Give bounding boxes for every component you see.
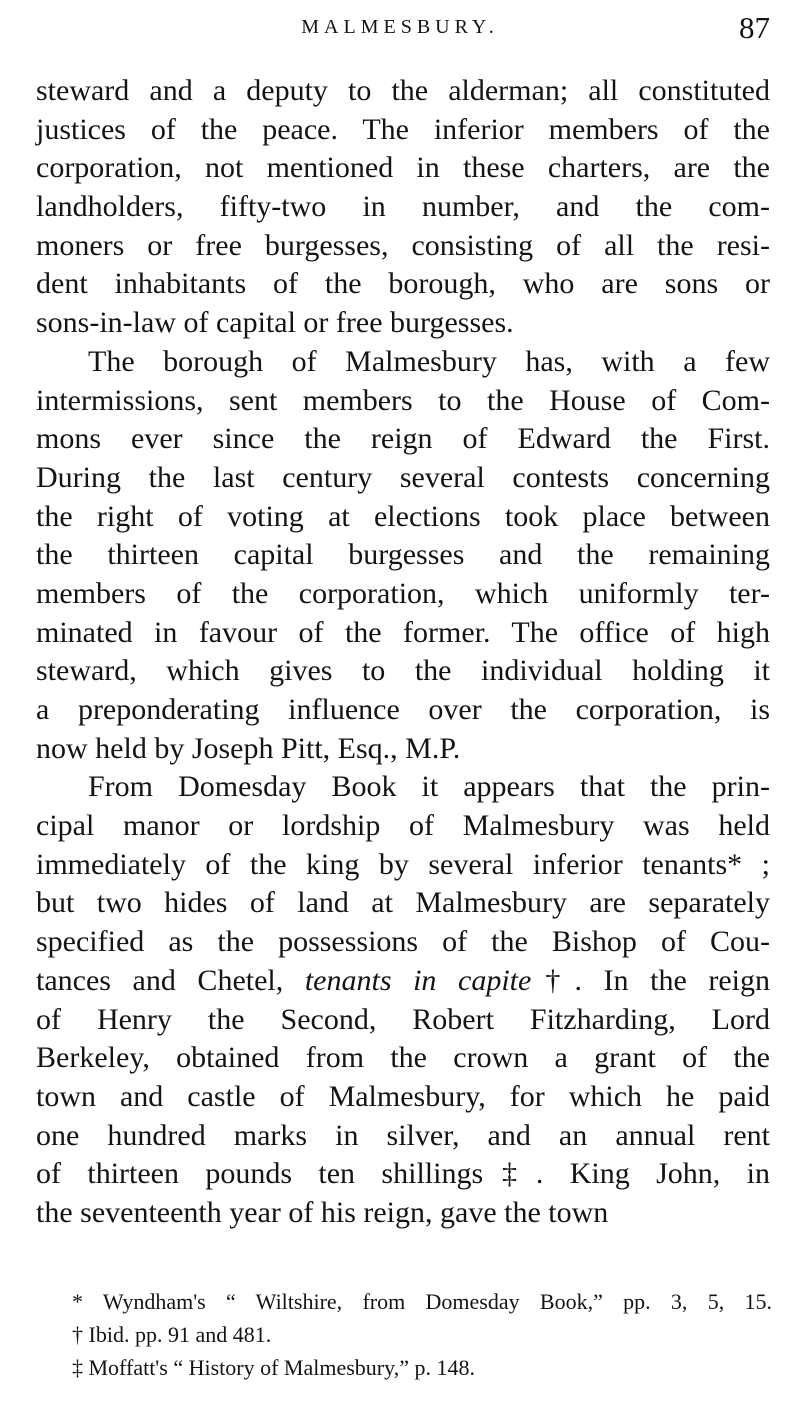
text-line: landholders, fifty-two in number, and the com- xyxy=(36,190,770,224)
text-line: the right of voting at elections took place between xyxy=(36,499,770,533)
footnote: ‡ Moffatt's “ History of Malmesbury,” p. 148. xyxy=(72,1355,475,1380)
page-header xyxy=(0,10,800,50)
paragraph xyxy=(36,343,770,769)
text-line: Berkeley, obtained from the crown a grant of the xyxy=(36,1041,770,1075)
text-line: dent inhabitants of the borough, who are sons or xyxy=(36,267,770,301)
text-line: mons ever since the reign of Edward the First. xyxy=(36,422,770,456)
paragraph xyxy=(36,768,770,1232)
text-line: intermissions, sent members to the House of Com- xyxy=(36,383,770,417)
text-line: cipal manor or lordship of Malmesbury was held xyxy=(36,809,770,843)
text-line: tances and Chetel, tenants in capite†. In the reign xyxy=(36,963,771,997)
page-number: 87 xyxy=(739,10,770,45)
footnotes xyxy=(72,1285,772,1384)
text-line: of thirteen pounds ten shillings‡. King John, in xyxy=(36,1157,770,1191)
text-line: one hundred marks in silver, and an annual rent xyxy=(36,1118,770,1152)
footnote: † Ibid. pp. 91 and 481. xyxy=(72,1322,272,1347)
text-line: From Domesday Book it appears that the prin- xyxy=(88,770,770,804)
text-line: now held by Joseph Pitt, Esq., M.P. xyxy=(36,731,461,765)
text-line: immediately of the king by several inferior tenants* ; xyxy=(36,847,770,881)
text-line: corporation, not mentioned in these charters, are the xyxy=(36,151,770,185)
text-line: moners or free burgesses, consisting of all the resi- xyxy=(36,228,770,262)
text-line: specified as the possessions of the Bishop of Cou- xyxy=(36,925,770,959)
paragraph xyxy=(36,72,770,343)
text-line: of Henry the Second, Robert Fitzharding, Lord xyxy=(36,1002,770,1036)
text-line: town and castle of Malmesbury, for which he paid xyxy=(36,1079,770,1113)
text-line: the seventeenth year of his reign, gave the town xyxy=(36,1195,609,1229)
text-line: sons-in-law of capital or free burgesses. xyxy=(36,306,514,340)
italic-phrase: tenants in capite xyxy=(304,963,532,997)
text-line: a preponderating influence over the corporation, is xyxy=(36,693,770,726)
text-line: members of the corporation, which uniformly ter- xyxy=(36,576,770,610)
footnote: * Wyndham's “ Wiltshire, from Domesday Book,” pp. 3, 5, 15. xyxy=(72,1289,772,1314)
text-line: The borough of Malmesbury has, with a few xyxy=(88,344,770,378)
text-line: steward, which gives to the individual holding it xyxy=(36,654,770,688)
text-line: the thirteen capital burgesses and the remaining xyxy=(36,538,770,572)
running-title: MALMESBURY. xyxy=(301,16,499,38)
text-line: During the last century several contests concerning xyxy=(36,460,770,494)
text-line: but two hides of land at Malmesbury are separately xyxy=(36,886,770,920)
text-line: minated in favour of the former. The office of high xyxy=(36,615,770,649)
text-line: steward and a deputy to the alderman; all constituted xyxy=(36,74,770,107)
text-line: justices of the peace. The inferior members of the xyxy=(36,112,770,146)
body-text xyxy=(36,72,770,1233)
